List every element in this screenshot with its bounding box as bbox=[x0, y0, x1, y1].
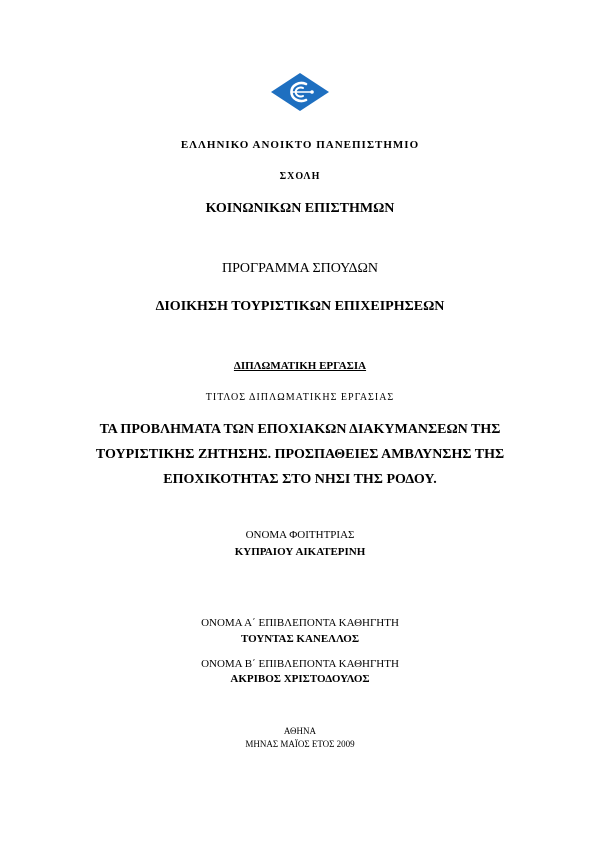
university-logo-icon bbox=[270, 72, 330, 112]
student-name: ΚΥΠΡΑΙΟΥ ΑΙΚΑΤΕΡΙΝΗ bbox=[234, 546, 366, 558]
thesis-title-line: ΤΟΥΡΙΣΤΙΚΗΣ ΖΗΤΗΣΗΣ. ΠΡΟΣΠΑΘΕΙΕΣ ΑΜΒΛΥΝΣΗΣ ΤΗΣ bbox=[95, 447, 505, 462]
supervisor-a-label: ΟΝΟΜΑ Α΄ ΕΠΙΒΛΕΠΟΝΤΑ ΚΑΘΗΓΗΤΗ bbox=[201, 617, 399, 629]
thesis-title-line: ΤΑ ΠΡΟΒΛΗΜΑΤΑ ΤΩΝ ΕΠΟΧΙΑΚΩΝ ΔΙΑΚΥΜΑΝΣΕΩΝ ΤΗΣ bbox=[99, 422, 501, 437]
city: ΑΘΗΝΑ bbox=[283, 726, 317, 736]
thesis-title-label: ΤΙΤΛΟΣ ΔΙΠΛΩΜΑΤΙΚΗΣ ΕΡΓΑΣΙΑΣ bbox=[205, 392, 395, 403]
school-name: ΚΟΙΝΩΝΙΚΩΝ ΕΠΙΣΤΗΜΩΝ bbox=[205, 201, 395, 216]
student-label: ΟΝΟΜΑ ΦΟΙΤΗΤΡΙΑΣ bbox=[245, 529, 355, 541]
date: ΜΗΝΑΣ ΜΑΪΟΣ ΕΤΟΣ 2009 bbox=[245, 739, 355, 749]
school-label: ΣΧΟΛΗ bbox=[279, 171, 321, 182]
thesis-heading: ΔΙΠΛΩΜΑΤΙΚΗ ΕΡΓΑΣΙΑ bbox=[233, 360, 367, 372]
university-name: ΕΛΛΗΝΙΚΟ ΑΝΟΙΚΤΟ ΠΑΝΕΠΙΣΤΗΜΙΟ bbox=[180, 139, 420, 151]
program-label: ΠΡΟΓΡΑΜΜΑ ΣΠΟΥΔΩΝ bbox=[221, 261, 378, 276]
supervisor-b-label: ΟΝΟΜΑ Β΄ ΕΠΙΒΛΕΠΟΝΤΑ ΚΑΘΗΓΗΤΗ bbox=[201, 658, 399, 670]
supervisor-b-name: ΑΚΡΙΒΟΣ ΧΡΙΣΤΟΔΟΥΛΟΣ bbox=[230, 673, 370, 685]
program-name: ΔΙΟΙΚΗΣΗ ΤΟΥΡΙΣΤΙΚΩΝ ΕΠΙΧΕΙΡΗΣΕΩΝ bbox=[155, 299, 445, 314]
supervisor-a-name: ΤΟΥΝΤΑΣ ΚΑΝΕΛΛΟΣ bbox=[240, 633, 360, 645]
thesis-title-line: ΕΠΟΧΙΚΟΤΗΤΑΣ ΣΤΟ ΝΗΣΙ ΤΗΣ ΡΟΔΟΥ. bbox=[163, 472, 437, 487]
